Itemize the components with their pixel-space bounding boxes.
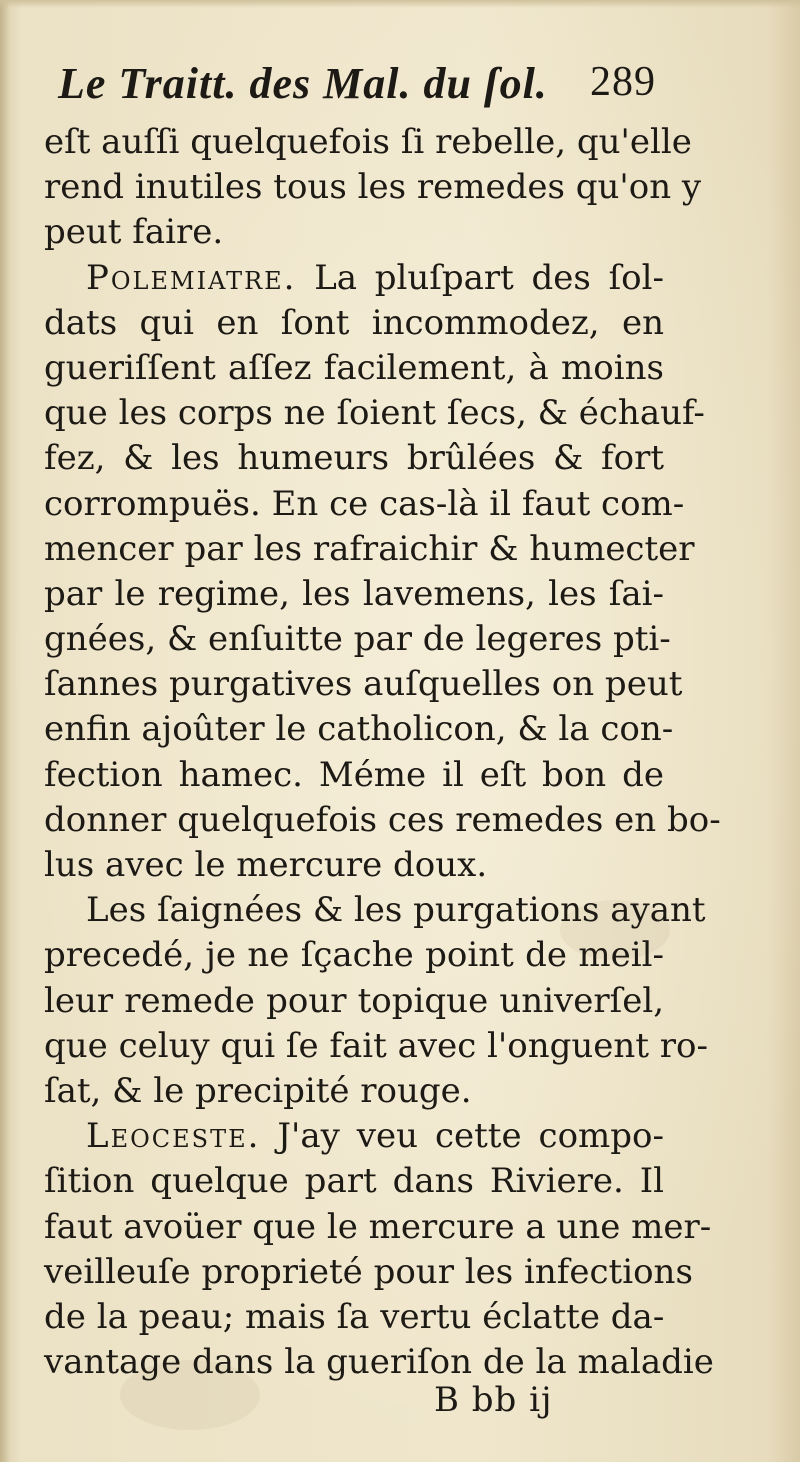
text-line: enfin ajoûter le catholicon, & la con- xyxy=(44,709,674,750)
text-line: ſannes purgatives auſquelles on peut xyxy=(44,664,683,705)
text-line: faut avoüer que le mercure a une mer- xyxy=(44,1206,712,1247)
text-line: fection hamec. Méme il eſt bon de xyxy=(44,754,664,795)
text-line: vantage dans la gueriſon de la maladie xyxy=(44,1342,714,1383)
speaker-name: Polemiatre. xyxy=(86,257,297,298)
speaker-name: Leoceste. xyxy=(86,1116,261,1157)
text-line: mencer par les rafraichir & humecter xyxy=(44,528,695,569)
text-line: donner quelquefois ces remedes en bo- xyxy=(44,799,721,840)
text-line: lus avec le mercure doux. xyxy=(44,845,488,885)
text-line xyxy=(44,1114,664,1159)
page-number: 289 xyxy=(590,59,656,105)
text-line: peut faire. xyxy=(44,212,224,253)
text-line: rend inutiles tous les remedes qu'on y xyxy=(44,167,702,208)
text-line: eſt auſſi quelquefois ſi rebelle, qu'elle xyxy=(44,122,692,162)
text-line: gueriſſent aſſez facilement, à moins xyxy=(44,347,664,388)
text-line: que celuy qui ſe fait avec l'onguent ro- xyxy=(44,1025,708,1066)
text-line: Les ſaignées & les purgations ayant xyxy=(86,890,706,931)
page-text xyxy=(44,52,721,1385)
text-line: dats qui en ſont incommodez, en xyxy=(44,302,664,343)
text-line: ſat, & le precipité rouge. xyxy=(44,1070,472,1111)
speech-text: La pluſpart des ſol- xyxy=(296,257,664,298)
running-header xyxy=(44,52,664,120)
text-line: corrompuës. En ce cas-là il faut com- xyxy=(44,483,685,524)
text-line: que les corps ne ſoient ſecs, & échauf- xyxy=(44,393,705,434)
text-line: ſition quelque part dans Riviere. Il xyxy=(44,1161,664,1202)
page-edge-shadow-top xyxy=(0,0,800,8)
text-line: de la peau; mais ſa vertu éclatte da- xyxy=(44,1296,665,1337)
text-line: fez, & les humeurs brûlées & fort xyxy=(44,438,664,479)
text-line: leur remede pour topique univerſel, xyxy=(44,980,664,1021)
text-line: par le regime, les lavemens, les ſai- xyxy=(44,573,664,614)
text-line: veilleuſe proprieté pour les infections xyxy=(44,1251,693,1292)
text-line: precedé, je ne ſçache point de meil- xyxy=(44,935,664,976)
text-line xyxy=(44,256,664,301)
speech-text: J'ay veu cette compo- xyxy=(260,1116,664,1157)
page-edge-shadow-left xyxy=(0,0,10,1462)
text-line: gnées, & enſuitte par de legeres pti- xyxy=(44,619,671,660)
signature-mark: B bb ij xyxy=(434,1380,553,1420)
running-title: Le Traitt. des Mal. du ſol. xyxy=(58,59,548,108)
